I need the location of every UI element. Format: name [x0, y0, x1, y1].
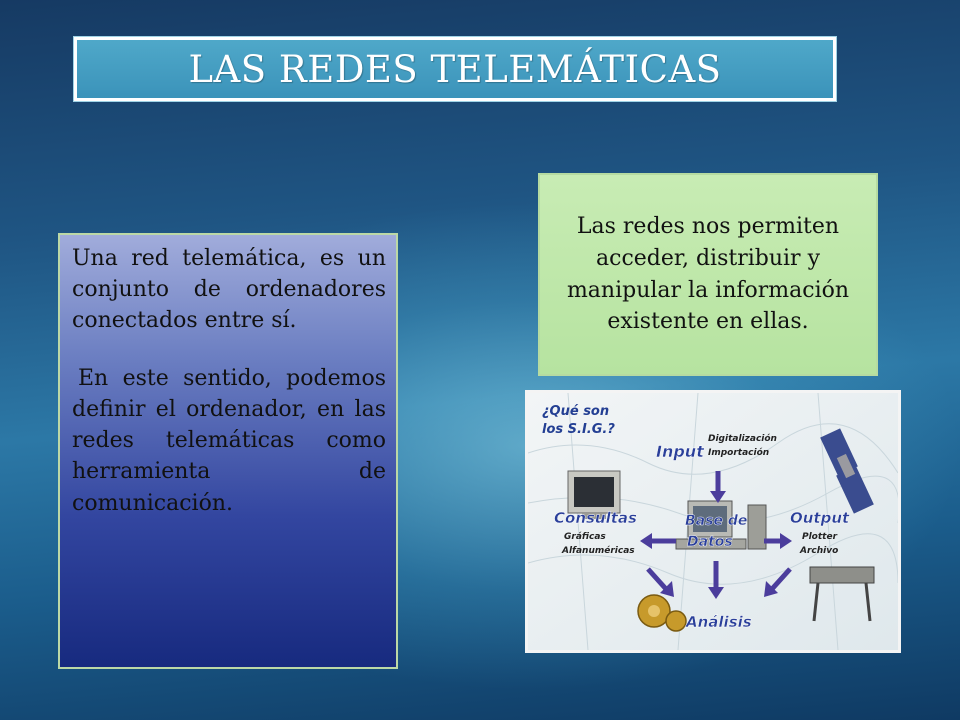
input-sub-1: Digitalización — [708, 434, 777, 444]
slide-title: LAS REDES TELEMÁTICAS — [188, 47, 722, 91]
center-line-2: Datos — [687, 534, 733, 550]
definition-text-box — [58, 233, 398, 669]
input-sub-2: Importación — [708, 448, 770, 458]
networks-text: Las redes nos permiten acceder, distribuir y manipular la información existente en ellas. — [566, 213, 850, 335]
analisis-label: Análisis — [686, 613, 752, 631]
sig-diagram-image — [525, 390, 901, 653]
consultas-sub-1: Gráficas — [564, 532, 606, 542]
sig-diagram — [528, 393, 898, 650]
center-line-1: Base de — [685, 513, 748, 529]
output-label: Output — [790, 509, 850, 527]
input-label: Input — [656, 442, 704, 461]
consultas-sub-2: Alfanuméricas — [562, 546, 635, 556]
output-sub-1: Plotter — [802, 532, 838, 542]
consultas-label: Consultas — [554, 509, 637, 527]
sig-question-line-2: los S.I.G.? — [542, 422, 615, 437]
definition-paragraph-1: Una red telemática, es un conjunto de ordenadores conectados entre sí. — [72, 246, 386, 334]
networks-text-box — [538, 173, 878, 376]
definition-paragraph-2: En este sentido, podemos definir el ordenador, en las redes telemáticas como herramienta de comunicación. — [72, 365, 386, 516]
title-box — [74, 37, 836, 101]
output-sub-2: Archivo — [800, 546, 839, 556]
sig-question-line-1: ¿Qué son — [542, 404, 610, 419]
